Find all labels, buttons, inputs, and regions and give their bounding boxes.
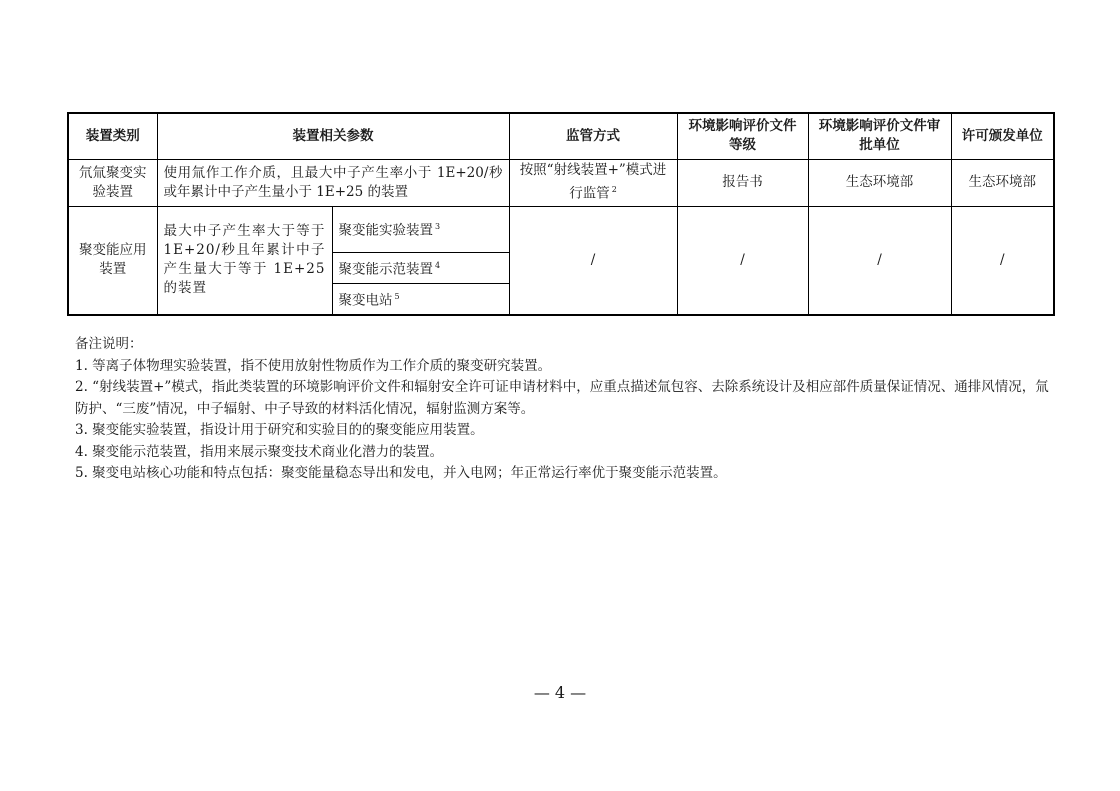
header-license-issuer: 许可颁发单位 <box>951 113 1054 159</box>
row2-params: 最大中子产生率大于等于 1E+20/秒且年累计中子产生量大于等于 1E+25 的装置 <box>157 206 332 315</box>
sub-item-demonstration <box>332 252 509 283</box>
note-item: 4. 聚变能示范装置，指用来展示聚变技术商业化潜力的装置。 <box>75 443 444 460</box>
header-device-params: 装置相关参数 <box>157 113 509 159</box>
header-device-category: 装置类别 <box>68 113 157 159</box>
footnote-marker: 5 <box>394 292 400 301</box>
footnote-marker: 2 <box>611 185 617 195</box>
sub-item-experimental <box>332 206 509 252</box>
note-item: 5. 聚变电站核心功能和特点包括：聚变能量稳态导出和发电，并入电网；年正常运行率优于聚变能示范装置。 <box>75 465 727 481</box>
row1-supervision-text: 按照“射线装置+”模式进行监管 <box>519 162 667 202</box>
row1-category: 氘氚聚变实验装置 <box>68 159 157 206</box>
row2-eia-level: / <box>677 206 808 315</box>
row2-eia-approval: / <box>808 206 951 315</box>
table-row <box>68 159 1054 206</box>
sub-item-label: 聚变能实验装置 <box>338 222 433 239</box>
footnote-marker: 3 <box>435 222 441 232</box>
row1-license-issuer: 生态环境部 <box>951 159 1054 206</box>
row2-category: 聚变能应用装置 <box>68 206 157 315</box>
regulation-table <box>67 112 1055 316</box>
row1-eia-approval: 生态环境部 <box>808 159 951 206</box>
row2-license-issuer: / <box>951 206 1054 315</box>
row1-eia-level: 报告书 <box>677 159 808 206</box>
note-item: 3. 聚变能实验装置，指设计用于研究和实验目的的聚变能应用装置。 <box>75 422 484 438</box>
notes-title: 备注说明： <box>75 336 143 352</box>
header-eia-level: 环境影响评价文件等级 <box>677 113 808 159</box>
notes-section <box>75 334 1050 485</box>
table-row <box>68 206 1054 252</box>
row2-supervision: / <box>509 206 677 315</box>
header-supervision: 监管方式 <box>509 113 677 159</box>
sub-item-label: 聚变电站 <box>338 292 393 309</box>
row1-params: 使用氚作工作介质，且最大中子产生率小于 1E+20/秒或年累计中子产生量小于 1E+25 的装置 <box>157 159 509 206</box>
note-item: 2. “射线装置+”模式，指此类装置的环境影响评价文件和辐射安全许可证申请材料中，应重点描述氚包容、去除系统设计及相应部件质量保证情况、通排风情况，氚防护、“三废”情况，中子辐射、中子导致的材料活化情况，辐射监测方案等。 <box>75 379 1049 417</box>
page-number: — 4 — <box>533 683 587 702</box>
table-header-row <box>68 113 1054 159</box>
note-item: 1. 等离子体物理实验装置，指不使用放射性物质作为工作介质的聚变研究装置。 <box>75 357 552 374</box>
header-eia-approval: 环境影响评价文件审批单位 <box>808 113 951 159</box>
sub-item-power-plant <box>332 283 509 315</box>
row1-supervision <box>509 159 677 206</box>
sub-item-label: 聚变能示范装置 <box>338 261 433 278</box>
footnote-marker: 4 <box>435 260 441 270</box>
